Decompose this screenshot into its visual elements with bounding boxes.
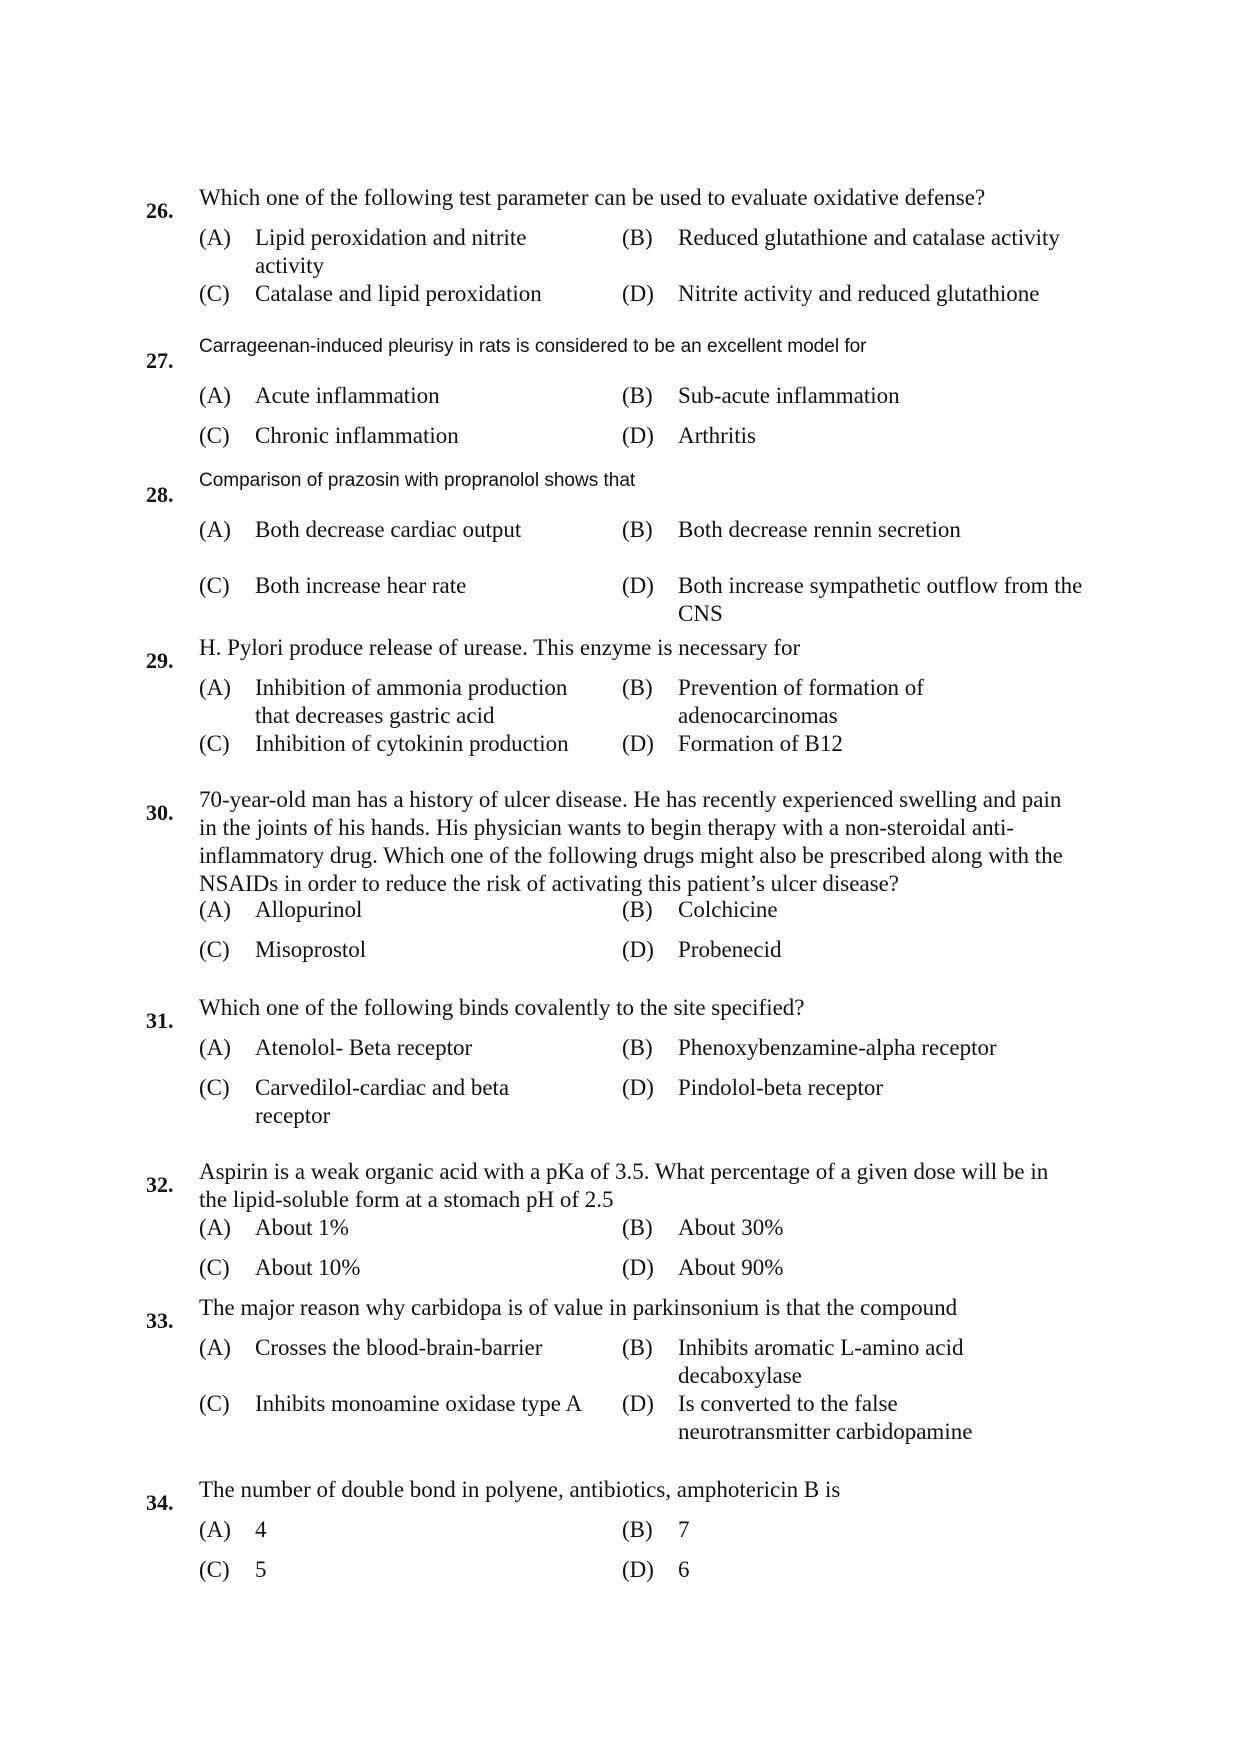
option-text: Misoprostol — [255, 937, 367, 962]
option-label: (D) — [622, 1557, 654, 1582]
option-text: About 10% — [255, 1255, 361, 1280]
option-label: (B) — [622, 1215, 653, 1240]
option-text: Both increase sympathetic outflow from the CNS — [678, 573, 1083, 626]
option-label: (B) — [622, 383, 653, 408]
option-text: Prevention of formation of adenocarcinomas — [678, 675, 924, 728]
option-text: Probenecid — [678, 937, 782, 962]
option-label: (D) — [622, 1391, 654, 1416]
question-text: The major reason why carbidopa is of value in parkinsonium is that the compound — [199, 1295, 958, 1320]
question-number: 34. — [146, 1490, 174, 1515]
question-number: 27. — [146, 348, 174, 373]
option-text: Catalase and lipid peroxidation — [255, 281, 542, 306]
option-label: (D) — [622, 423, 654, 448]
option-label: (D) — [622, 731, 654, 756]
option-label: (B) — [622, 1335, 653, 1360]
option-label: (A) — [199, 1215, 231, 1240]
question-text: H. Pylori produce release of urease. This enzyme is necessary for — [199, 635, 801, 660]
option-text: Crosses the blood-brain-barrier — [255, 1335, 543, 1360]
option-text: About 30% — [678, 1215, 784, 1240]
option-label: (D) — [622, 1075, 654, 1100]
option-text: Chronic inflammation — [255, 423, 459, 448]
question-number: 31. — [146, 1008, 174, 1033]
option-text: About 90% — [678, 1255, 784, 1280]
option-text: Is converted to the false neurotransmitter carbidopamine — [678, 1391, 973, 1444]
option-text: Carvedilol-cardiac and beta receptor — [255, 1075, 510, 1128]
question-number: 28. — [146, 482, 174, 507]
option-label: (A) — [199, 225, 231, 250]
option-text: Nitrite activity and reduced glutathione — [678, 281, 1040, 306]
option-text: Acute inflammation — [255, 383, 440, 408]
option-label: (D) — [622, 573, 654, 598]
option-text: Phenoxybenzamine-alpha receptor — [678, 1035, 997, 1060]
option-text: 5 — [255, 1557, 267, 1582]
option-text: Formation of B12 — [678, 731, 843, 756]
option-label: (C) — [199, 573, 230, 598]
option-label: (A) — [199, 675, 231, 700]
option-text: 6 — [678, 1557, 690, 1582]
option-text: Arthritis — [678, 423, 756, 448]
option-label: (A) — [199, 383, 231, 408]
option-text: Sub-acute inflammation — [678, 383, 900, 408]
option-label: (D) — [622, 1255, 654, 1280]
option-text: Both decrease cardiac output — [255, 517, 522, 542]
option-label: (D) — [622, 281, 654, 306]
option-text: Colchicine — [678, 897, 778, 922]
option-text: Lipid peroxidation and nitrite activity — [255, 225, 527, 278]
option-text: 4 — [255, 1517, 267, 1542]
option-label: (B) — [622, 675, 653, 700]
option-label: (B) — [622, 897, 653, 922]
question-text: Which one of the following test parameter can be used to evaluate oxidative defense? — [199, 185, 986, 210]
question-text: 70-year-old man has a history of ulcer disease. He has recently experienced swelling and pain in the joints of his hands. His physician wants to begin therapy with a non-steroidal anti-inflammatory drug. Which one of the following drugs might also be prescribed along with the NSAIDs in order to reduce the risk of activating this patient’s ulcer disease? — [199, 787, 1063, 896]
option-text: Inhibits monoamine oxidase type A — [255, 1391, 583, 1416]
option-label: (B) — [622, 1517, 653, 1542]
option-label: (A) — [199, 1035, 231, 1060]
question-text: The number of double bond in polyene, antibiotics, amphotericin B is — [199, 1477, 841, 1502]
option-text: About 1% — [255, 1215, 349, 1240]
option-text: Both decrease rennin secretion — [678, 517, 961, 542]
option-text: Inhibition of cytokinin production — [255, 731, 569, 756]
question-number: 26. — [146, 198, 174, 223]
option-text: Atenolol- Beta receptor — [255, 1035, 473, 1060]
option-label: (C) — [199, 1557, 230, 1582]
option-text: Both increase hear rate — [255, 573, 467, 598]
option-label: (C) — [199, 423, 230, 448]
option-text: Inhibits aromatic L-amino acid decaboxylase — [678, 1335, 964, 1388]
option-label: (A) — [199, 1335, 231, 1360]
option-label: (B) — [622, 225, 653, 250]
option-text: Reduced glutathione and catalase activity — [678, 225, 1060, 250]
option-label: (C) — [199, 1255, 230, 1280]
option-label: (A) — [199, 1517, 231, 1542]
question-number: 30. — [146, 800, 174, 825]
option-label: (D) — [622, 937, 654, 962]
option-text: Allopurinol — [255, 897, 363, 922]
option-label: (C) — [199, 937, 230, 962]
option-label: (A) — [199, 517, 231, 542]
option-label: (C) — [199, 1075, 230, 1100]
option-text: Pindolol-beta receptor — [678, 1075, 884, 1100]
option-label: (B) — [622, 517, 653, 542]
option-label: (C) — [199, 731, 230, 756]
option-text: Inhibition of ammonia production that decreases gastric acid — [255, 675, 568, 728]
question-text: Comparison of prazosin with propranolol shows that — [199, 470, 636, 491]
question-text: Aspirin is a weak organic acid with a pKa of 3.5. What percentage of a given dose will be in the lipid-soluble form at a stomach pH of 2.5 — [199, 1159, 1049, 1212]
option-label: (C) — [199, 281, 230, 306]
option-label: (A) — [199, 897, 231, 922]
question-text: Carrageenan-induced pleurisy in rats is considered to be an excellent model for — [199, 336, 867, 357]
question-text: Which one of the following binds covalently to the site specified? — [199, 995, 805, 1020]
option-text: 7 — [678, 1517, 690, 1542]
option-label: (C) — [199, 1391, 230, 1416]
question-number: 29. — [146, 648, 174, 673]
question-number: 32. — [146, 1172, 174, 1197]
option-label: (B) — [622, 1035, 653, 1060]
question-number: 33. — [146, 1308, 174, 1333]
